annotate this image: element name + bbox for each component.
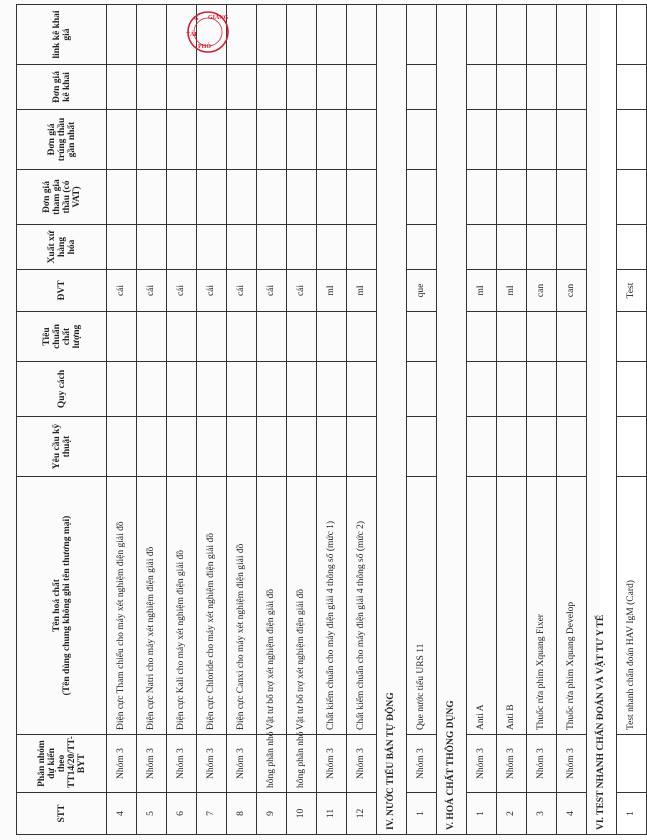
cell-price-ref <box>347 170 377 225</box>
cell-group: hông phân nhó <box>257 735 287 793</box>
stamp-text-3: TÁI <box>186 32 197 38</box>
table-row <box>527 5 557 835</box>
cell-spec <box>287 417 317 477</box>
cell-unit: can <box>557 270 587 312</box>
cell-price-decl <box>317 65 347 110</box>
header-stt: STT <box>17 793 107 835</box>
cell-origin <box>347 225 377 270</box>
cell-origin <box>137 225 167 270</box>
cell-unit: ml <box>467 270 497 312</box>
cell-price-ref <box>617 170 647 225</box>
cell-price-won <box>227 110 257 170</box>
cell-price-won <box>287 110 317 170</box>
cell-name: Điện cực Tham chiếu cho máy xét nghiệm điện giải đồ <box>107 477 137 735</box>
cell-price-decl <box>557 65 587 110</box>
cell-name: Điện cực Canxi cho máy xét nghiệm điện giải đồ <box>227 477 257 735</box>
cell-stt: 4 <box>557 793 587 835</box>
table-body <box>107 5 647 835</box>
cell-group <box>617 735 647 793</box>
cell-price-won <box>467 110 497 170</box>
cell-std <box>407 312 437 362</box>
header-group: Phân nhóm dự kiến theo TT14/20/TT-BYT <box>17 735 107 793</box>
cell-stt: 1 <box>407 793 437 835</box>
table-row <box>107 5 137 835</box>
cell-link <box>527 5 557 65</box>
section-row <box>587 5 617 835</box>
cell-price-ref <box>317 170 347 225</box>
cell-name: Anti B <box>497 477 527 735</box>
header-link: link kê khai giá <box>17 5 107 65</box>
header-pack: Quy cách <box>17 362 107 417</box>
cell-stt: 11 <box>317 793 347 835</box>
cell-origin <box>167 225 197 270</box>
cell-price-decl <box>527 65 557 110</box>
header-price-decl: Đơn giá kê khai <box>17 65 107 110</box>
header-name-main: Tên hoá chất <box>51 579 62 632</box>
table-row <box>227 5 257 835</box>
cell-group: hông phân nhó <box>287 735 317 793</box>
stamp-text-4: PHÒ <box>198 44 211 50</box>
cell-spec <box>137 417 167 477</box>
cell-unit: cái <box>137 270 167 312</box>
table-row <box>257 5 287 835</box>
cell-stt: 3 <box>527 793 557 835</box>
cell-spec <box>527 417 557 477</box>
cell-pack <box>557 362 587 417</box>
cell-name: Điện cực Chloride cho máy xét nghiệm điện giải đồ <box>197 477 227 735</box>
cell-spec <box>467 417 497 477</box>
cell-origin <box>407 225 437 270</box>
header-row <box>17 5 107 835</box>
cell-unit: cái <box>257 270 287 312</box>
cell-spec <box>167 417 197 477</box>
cell-spec <box>407 417 437 477</box>
cell-price-won <box>107 110 137 170</box>
cell-link <box>617 5 647 65</box>
cell-std <box>617 312 647 362</box>
cell-pack <box>527 362 557 417</box>
cell-spec <box>497 417 527 477</box>
cell-price-decl <box>197 65 227 110</box>
cell-unit: ml <box>317 270 347 312</box>
cell-origin <box>557 225 587 270</box>
cell-std <box>257 312 287 362</box>
cell-name: Vật tư bổ trợ xét nghiệm điện giải đồ <box>257 477 287 735</box>
cell-price-decl <box>257 65 287 110</box>
cell-stt: 5 <box>137 793 167 835</box>
cell-group: Nhóm 3 <box>317 735 347 793</box>
cell-pack <box>137 362 167 417</box>
cell-pack <box>497 362 527 417</box>
header-origin: Xuất xứ hàng hóa <box>17 225 107 270</box>
cell-stt: 9 <box>257 793 287 835</box>
stamp-inner-ring <box>194 18 222 46</box>
cell-pack <box>347 362 377 417</box>
cell-pack <box>287 362 317 417</box>
cell-pack <box>197 362 227 417</box>
cell-stt: 8 <box>227 793 257 835</box>
cell-name: Điện cực Natri cho máy xét nghiệm điện giải đồ <box>137 477 167 735</box>
table-row <box>497 5 527 835</box>
cell-link <box>557 5 587 65</box>
cell-group: Nhóm 3 <box>527 735 557 793</box>
cell-unit: cái <box>167 270 197 312</box>
header-spec: Yêu cầu kỹ thuật <box>17 417 107 477</box>
cell-group: Nhóm 3 <box>197 735 227 793</box>
cell-pack <box>407 362 437 417</box>
cell-origin <box>227 225 257 270</box>
cell-price-won <box>167 110 197 170</box>
cell-name: Điện cực Kali cho máy xét nghiệm điện giải đồ <box>167 477 197 735</box>
header-price-ref: Đơn giá tham gia thầu (có VAT) <box>17 170 107 225</box>
cell-std <box>287 312 317 362</box>
cell-price-ref <box>467 170 497 225</box>
header-unit: ĐVT <box>17 270 107 312</box>
cell-unit: cái <box>107 270 137 312</box>
section-title: IV. NƯỚC TIỂU BÁN TỰ ĐỘNG <box>377 5 407 835</box>
cell-price-won <box>497 110 527 170</box>
cell-stt: 2 <box>497 793 527 835</box>
cell-price-won <box>197 110 227 170</box>
cell-price-decl <box>137 65 167 110</box>
cell-spec <box>317 417 347 477</box>
cell-spec <box>227 417 257 477</box>
cell-price-ref <box>257 170 287 225</box>
cell-group: Nhóm 3 <box>347 735 377 793</box>
cell-unit: ml <box>497 270 527 312</box>
cell-stt: 10 <box>287 793 317 835</box>
cell-price-ref <box>107 170 137 225</box>
section-row <box>377 5 407 835</box>
cell-stt: 12 <box>347 793 377 835</box>
cell-price-won <box>557 110 587 170</box>
cell-std <box>557 312 587 362</box>
cell-pack <box>257 362 287 417</box>
cell-std <box>497 312 527 362</box>
cell-unit: ml <box>347 270 377 312</box>
cell-spec <box>617 417 647 477</box>
cell-pack <box>107 362 137 417</box>
cell-price-decl <box>467 65 497 110</box>
cell-name: Chất kiểm chuẩn cho máy điện giải 4 thông số (mức 1) <box>317 477 347 735</box>
cell-price-won <box>527 110 557 170</box>
cell-origin <box>257 225 287 270</box>
cell-unit: cái <box>197 270 227 312</box>
table-row <box>557 5 587 835</box>
cell-price-ref <box>167 170 197 225</box>
cell-unit: que <box>407 270 437 312</box>
stamp-text-1: G <box>194 16 199 22</box>
cell-group: Nhóm 3 <box>107 735 137 793</box>
stamp-text-2: GIANG <box>208 15 229 21</box>
cell-price-won <box>617 110 647 170</box>
cell-link <box>137 5 167 65</box>
cell-origin <box>107 225 137 270</box>
table-row <box>617 5 647 835</box>
cell-spec <box>107 417 137 477</box>
cell-std <box>197 312 227 362</box>
cell-group: Nhóm 3 <box>407 735 437 793</box>
cell-unit: cái <box>287 270 317 312</box>
cell-link <box>287 5 317 65</box>
cell-name: Thuốc rửa phim Xquang Develop <box>557 477 587 735</box>
rotated-table-area <box>16 5 636 835</box>
cell-origin <box>317 225 347 270</box>
cell-origin <box>527 225 557 270</box>
table-row <box>167 5 197 835</box>
cell-group: Nhóm 3 <box>557 735 587 793</box>
cell-spec <box>257 417 287 477</box>
cell-price-ref <box>407 170 437 225</box>
cell-price-ref <box>137 170 167 225</box>
cell-price-decl <box>617 65 647 110</box>
cell-std <box>167 312 197 362</box>
cell-price-won <box>257 110 287 170</box>
cell-std <box>107 312 137 362</box>
cell-std <box>317 312 347 362</box>
cell-name: Que nước tiểu URS 11 <box>407 477 437 735</box>
table-row <box>407 5 437 835</box>
cell-stt: 1 <box>617 793 647 835</box>
cell-unit: Test <box>617 270 647 312</box>
cell-price-decl <box>167 65 197 110</box>
cell-link <box>497 5 527 65</box>
section-title: V. HOÁ CHẤT THÔNG DỤNG <box>437 5 467 835</box>
cell-name: Vật tư bổ trợ xét nghiệm điện giải đồ <box>287 477 317 735</box>
cell-stt: 1 <box>467 793 497 835</box>
cell-std <box>137 312 167 362</box>
table-row <box>347 5 377 835</box>
cell-price-decl <box>227 65 257 110</box>
table-row <box>287 5 317 835</box>
cell-price-decl <box>107 65 137 110</box>
cell-price-decl <box>407 65 437 110</box>
cell-origin <box>617 225 647 270</box>
header-std: Tiêu chuẩn chất lượng <box>17 312 107 362</box>
cell-price-ref <box>287 170 317 225</box>
cell-pack <box>467 362 497 417</box>
cell-price-ref <box>497 170 527 225</box>
cell-group: Nhóm 3 <box>467 735 497 793</box>
section-title: VI. TEST NHANH CHẨN ĐOÁN VÀ VẬT TƯ Y TẾ <box>587 5 617 835</box>
cell-stt: 7 <box>197 793 227 835</box>
cell-unit: can <box>527 270 557 312</box>
cell-price-won <box>407 110 437 170</box>
cell-std <box>527 312 557 362</box>
cell-pack <box>167 362 197 417</box>
table-row <box>467 5 497 835</box>
cell-name: Anti A <box>467 477 497 735</box>
cell-link <box>347 5 377 65</box>
cell-std <box>467 312 497 362</box>
cell-origin <box>287 225 317 270</box>
header-name-sub: (Tên dùng chung không ghi tên thương mại) <box>61 515 72 696</box>
cell-name: Thuốc rửa phim Xquang Fixer <box>527 477 557 735</box>
cell-pack <box>617 362 647 417</box>
table-row <box>317 5 347 835</box>
section-row <box>437 5 467 835</box>
table-row <box>137 5 167 835</box>
cell-price-decl <box>497 65 527 110</box>
cell-stt: 4 <box>107 793 137 835</box>
cell-origin <box>497 225 527 270</box>
cell-name: Test nhanh chẩn đoán HAV IgM (Card) <box>617 477 647 735</box>
cell-link <box>467 5 497 65</box>
cell-price-ref <box>527 170 557 225</box>
cell-group: Nhóm 3 <box>227 735 257 793</box>
cell-origin <box>467 225 497 270</box>
header-name <box>17 477 107 735</box>
cell-std <box>227 312 257 362</box>
cell-name: Chất kiểm chuẩn cho máy điện giải 4 thông số (mức 2) <box>347 477 377 735</box>
cell-price-ref <box>197 170 227 225</box>
cell-link <box>317 5 347 65</box>
cell-pack <box>317 362 347 417</box>
cell-link <box>257 5 287 65</box>
cell-price-ref <box>557 170 587 225</box>
bid-items-table <box>16 4 647 835</box>
table-row <box>197 5 227 835</box>
header-price-won: Đơn giá trúng thầu gần nhất <box>17 110 107 170</box>
red-seal-stamp <box>178 6 236 54</box>
cell-spec <box>347 417 377 477</box>
cell-std <box>347 312 377 362</box>
cell-spec <box>557 417 587 477</box>
cell-price-won <box>137 110 167 170</box>
cell-spec <box>197 417 227 477</box>
cell-link <box>407 5 437 65</box>
cell-price-won <box>317 110 347 170</box>
cell-group: Nhóm 3 <box>167 735 197 793</box>
cell-price-won <box>347 110 377 170</box>
cell-stt: 6 <box>167 793 197 835</box>
cell-group: Nhóm 3 <box>137 735 167 793</box>
cell-origin <box>197 225 227 270</box>
cell-price-ref <box>227 170 257 225</box>
cell-price-decl <box>287 65 317 110</box>
cell-link <box>107 5 137 65</box>
cell-unit: cái <box>227 270 257 312</box>
cell-group: Nhóm 3 <box>497 735 527 793</box>
cell-pack <box>227 362 257 417</box>
cell-price-decl <box>347 65 377 110</box>
